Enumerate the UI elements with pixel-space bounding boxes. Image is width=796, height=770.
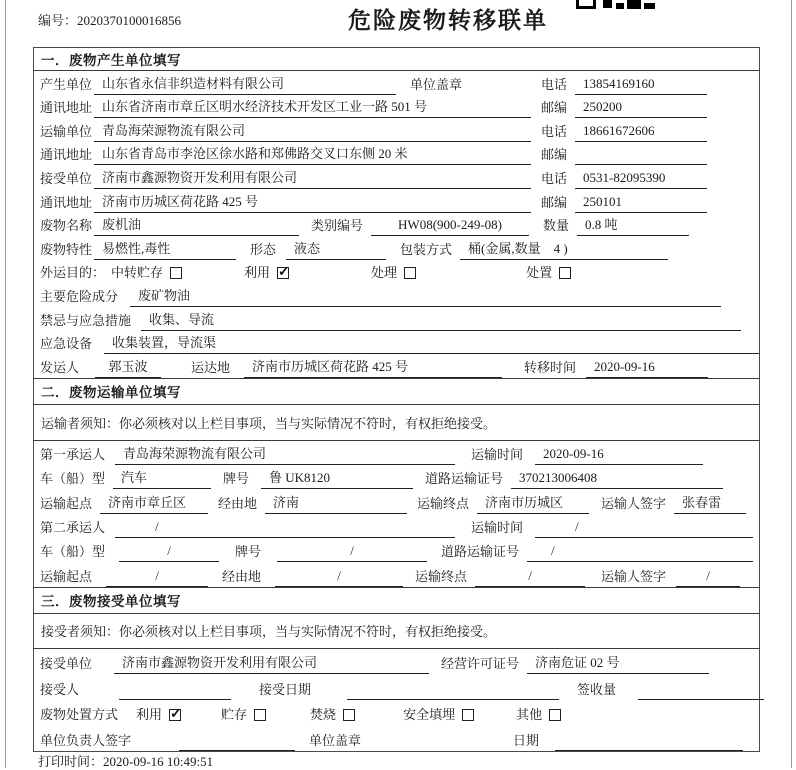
transport-time-label: 运输时间 xyxy=(471,519,524,535)
quantity-value: 0.8 吨 xyxy=(577,214,689,236)
transporter-unit-label: 运输单位 xyxy=(40,123,93,139)
page-title: 危险废物转移联单 xyxy=(348,8,548,33)
destination-value: 济南市历城区荷花路 425 号 xyxy=(244,356,502,378)
disposal-method-row xyxy=(34,700,759,726)
scan-edge-right xyxy=(791,0,793,768)
transporter-address-row xyxy=(34,142,759,166)
transporter-address-label: 通讯地址 xyxy=(40,147,93,163)
category-code-value: HW08(900-249-08) xyxy=(371,217,529,236)
business-license-label: 经营许可证号 xyxy=(441,656,520,671)
responsible-sign-value xyxy=(179,732,295,751)
route-via-value: 济南 xyxy=(265,492,407,514)
route-start-value: 济南市章丘区 xyxy=(100,492,208,514)
vehicle-type-value: 汽车 xyxy=(113,467,211,489)
vehicle-2-row xyxy=(34,538,759,562)
responsible-sign-label: 单位负责人签字 xyxy=(40,732,132,748)
checkbox-landfill xyxy=(462,709,474,721)
producer-phone-value: 13854169160 xyxy=(575,76,707,95)
date-value xyxy=(555,732,743,751)
purpose-option: 处置 xyxy=(526,262,571,283)
form-label: 形态 xyxy=(250,241,277,257)
producer-unit-label: 产生单位 xyxy=(40,76,93,92)
emergency-measures-row xyxy=(34,307,759,331)
unit-seal-label: 单位盖章 xyxy=(410,76,463,92)
purpose-label: 外运目的： xyxy=(40,265,106,281)
disposal-option: 其他 xyxy=(516,704,561,725)
waste-props-row xyxy=(34,236,759,260)
transfer-time-value: 2020-09-16 xyxy=(586,359,708,378)
phone-label: 电话 xyxy=(541,170,568,186)
vehicle-type-label: 车（船）型 xyxy=(40,544,106,560)
receiver-address-row xyxy=(34,189,759,213)
accept-date-label: 接受日期 xyxy=(259,681,312,697)
carrier-sign-value: 张春雷 xyxy=(674,492,746,514)
vehicle-type-value: / xyxy=(119,543,219,562)
first-carrier-label: 第一承运人 xyxy=(40,447,106,463)
emergency-equipment-row xyxy=(34,331,759,355)
print-time-label: 打印时间： xyxy=(38,754,104,769)
carrier-sign-label: 运输人签字 xyxy=(601,495,667,511)
transport-time-value: / xyxy=(535,519,753,538)
transporter-unit-value: 青岛海荣源物流有限公司 xyxy=(94,120,531,142)
transporter-notice: 运输者须知：你必须核对以上栏目事项，当与实际情况不符时，有权拒绝接受。 xyxy=(34,405,759,441)
waste-name-row xyxy=(34,213,759,237)
transporter-zip-value xyxy=(575,146,707,165)
waste-props-value: 易燃性,毒性 xyxy=(94,238,236,260)
route-start-label: 运输起点 xyxy=(40,495,93,511)
road-license-label: 道路运输证号 xyxy=(441,544,520,560)
first-carrier-value: 青岛海荣源物流有限公司 xyxy=(115,443,455,465)
dispatch-row xyxy=(34,354,759,378)
hazard-components-row xyxy=(34,283,759,307)
acceptor-value xyxy=(119,681,231,700)
producer-address-row xyxy=(34,95,759,119)
section-2-header: 二．废物运输单位填写 xyxy=(34,378,759,405)
receiver-notice: 接受者须知：你必须核对以上栏目事项，当与实际情况不符时，有权拒绝接受。 xyxy=(34,614,759,649)
plate-value: 鲁 UK8120 xyxy=(261,467,413,489)
transport-time-label: 运输时间 xyxy=(471,447,524,463)
print-time-value: 2020-09-16 10:49:51 xyxy=(103,754,214,769)
receiver-address-value: 济南市历城区荷花路 425 号 xyxy=(94,191,531,213)
checkbox-utilize xyxy=(277,267,289,279)
hazard-components-value: 废矿物油 xyxy=(130,285,721,307)
accept-unit-row xyxy=(34,649,759,675)
transporter-unit-row xyxy=(34,118,759,142)
carrier-sign-label: 运输人签字 xyxy=(601,568,667,584)
purpose-option: 处理 xyxy=(371,262,416,283)
phone-label: 电话 xyxy=(541,76,568,92)
business-license-value: 济南危证 02 号 xyxy=(527,652,709,674)
checkbox-transfer-storage xyxy=(170,267,182,279)
purpose-option: 利用 ✓ xyxy=(244,262,289,283)
disposal-method-label: 废物处置方式 xyxy=(40,707,119,722)
producer-address-value: 山东省济南市章丘区明水经济技术开发区工业一路 501 号 xyxy=(94,96,531,118)
route-end-value: / xyxy=(475,568,585,587)
zip-label: 邮编 xyxy=(541,100,568,116)
second-carrier-label: 第二承运人 xyxy=(40,519,106,535)
carrier-sign-value: / xyxy=(676,568,740,587)
checkbox-other xyxy=(549,709,561,721)
emergency-measures-value: 收集、导流 xyxy=(141,309,741,331)
checkbox-dispose xyxy=(559,267,571,279)
route-via-label: 经由地 xyxy=(222,568,262,584)
receipt-qty-label: 签收量 xyxy=(577,681,617,697)
manifest-form-table xyxy=(33,47,760,752)
receiver-unit-row xyxy=(34,165,759,189)
road-license-label: 道路运输证号 xyxy=(425,471,504,487)
receiver-address-label: 通讯地址 xyxy=(40,194,93,210)
second-carrier-value: / xyxy=(115,519,455,538)
route-via-value: / xyxy=(275,568,403,587)
route-start-label: 运输起点 xyxy=(40,568,93,584)
packing-label: 包装方式 xyxy=(400,241,453,257)
receiver-unit-value: 济南市鑫源物资开发利用有限公司 xyxy=(94,167,531,189)
route-via-label: 经由地 xyxy=(218,495,258,511)
serial-number xyxy=(38,10,181,29)
transfer-time-label: 转移时间 xyxy=(524,359,577,375)
zip-label: 邮编 xyxy=(541,194,568,210)
acceptor-row xyxy=(34,674,759,700)
accept-date-value xyxy=(347,681,559,700)
vehicle-type-label: 车（船）型 xyxy=(40,471,106,487)
print-time xyxy=(38,751,213,770)
disposal-option: 贮存 xyxy=(221,704,266,725)
disposal-option: 焚烧 xyxy=(310,704,355,725)
section-3-header: 三．废物接受单位填写 xyxy=(34,587,759,614)
date-label: 日期 xyxy=(513,732,540,748)
serial-value: 2020370100016856 xyxy=(77,13,182,28)
quantity-label: 数量 xyxy=(543,218,570,234)
checkbox-storage xyxy=(254,709,266,721)
checkbox-incinerate xyxy=(343,709,355,721)
section-1-header: 一．废物产生单位填写 xyxy=(34,48,759,71)
receiver-zip-value: 250101 xyxy=(575,194,707,213)
waste-name-value: 废机油 xyxy=(94,214,299,236)
serial-label: 编号： xyxy=(38,13,78,28)
zip-label: 邮编 xyxy=(541,147,568,163)
form-value: 液态 xyxy=(286,238,386,260)
first-carrier-row xyxy=(34,441,759,465)
route-end-label: 运输终点 xyxy=(415,568,468,584)
plate-label: 牌号 xyxy=(223,471,250,487)
phone-label: 电话 xyxy=(541,123,568,139)
dispatcher-value: 郭玉波 xyxy=(95,356,161,378)
second-carrier-row xyxy=(34,514,759,538)
signoff-row xyxy=(34,725,759,751)
packing-value: 桶(金属,数量 4 ) xyxy=(460,238,668,260)
destination-label: 运达地 xyxy=(191,359,231,375)
purpose-row xyxy=(34,260,759,284)
disposal-option: 安全填埋 xyxy=(403,704,474,725)
scan-edge-left xyxy=(5,0,7,768)
waste-name-label: 废物名称 xyxy=(40,218,93,234)
accept-unit-label: 接受单位 xyxy=(40,656,93,671)
transporter-phone-value: 18661672606 xyxy=(575,123,707,142)
hazard-components-label: 主要危险成分 xyxy=(40,288,119,304)
unit-seal-label: 单位盖章 xyxy=(309,732,362,748)
category-code-label: 类别编号 xyxy=(311,218,364,234)
receiver-unit-label: 接受单位 xyxy=(40,170,93,186)
road-license-value: 370213006408 xyxy=(511,470,723,489)
disposal-option: 利用 ✓ xyxy=(136,704,181,725)
receipt-qty-value xyxy=(638,681,764,700)
acceptor-label: 接受人 xyxy=(40,681,80,697)
emergency-equipment-value: 收集装置，导流渠 xyxy=(104,332,759,354)
plate-label: 牌号 xyxy=(235,544,262,560)
transport-time-value: 2020-09-16 xyxy=(535,446,703,465)
producer-unit-value: 山东省永信非织造材料有限公司 xyxy=(94,73,396,95)
producer-address-label: 通讯地址 xyxy=(40,100,93,116)
emergency-equipment-label: 应急设备 xyxy=(40,336,93,352)
route-end-label: 运输终点 xyxy=(417,495,470,511)
accept-unit-value: 济南市鑫源物资开发利用有限公司 xyxy=(114,652,429,674)
dispatcher-label: 发运人 xyxy=(40,359,80,375)
vehicle-1-row xyxy=(34,465,759,489)
qr-code-fragment-icon xyxy=(576,0,656,9)
receiver-phone-value: 0531-82095390 xyxy=(575,170,707,189)
route-end-value: 济南市历城区 xyxy=(477,492,589,514)
producer-unit-row xyxy=(34,71,759,95)
road-license-value: / xyxy=(527,543,753,562)
producer-zip-value: 250200 xyxy=(575,99,707,118)
checkbox-utilize xyxy=(169,709,181,721)
route-2-row xyxy=(34,562,759,586)
waste-props-label: 废物特性 xyxy=(40,241,93,257)
route-start-value: / xyxy=(106,568,208,587)
checkbox-treat xyxy=(404,267,416,279)
route-1-row xyxy=(34,489,759,513)
emergency-measures-label: 禁忌与应急措施 xyxy=(40,312,132,328)
transporter-address-value: 山东省青岛市李沧区徐水路和郑佛路交叉口东侧 20 米 xyxy=(94,143,531,165)
plate-value: / xyxy=(277,543,427,562)
purpose-option: 中转贮存 xyxy=(111,262,182,283)
